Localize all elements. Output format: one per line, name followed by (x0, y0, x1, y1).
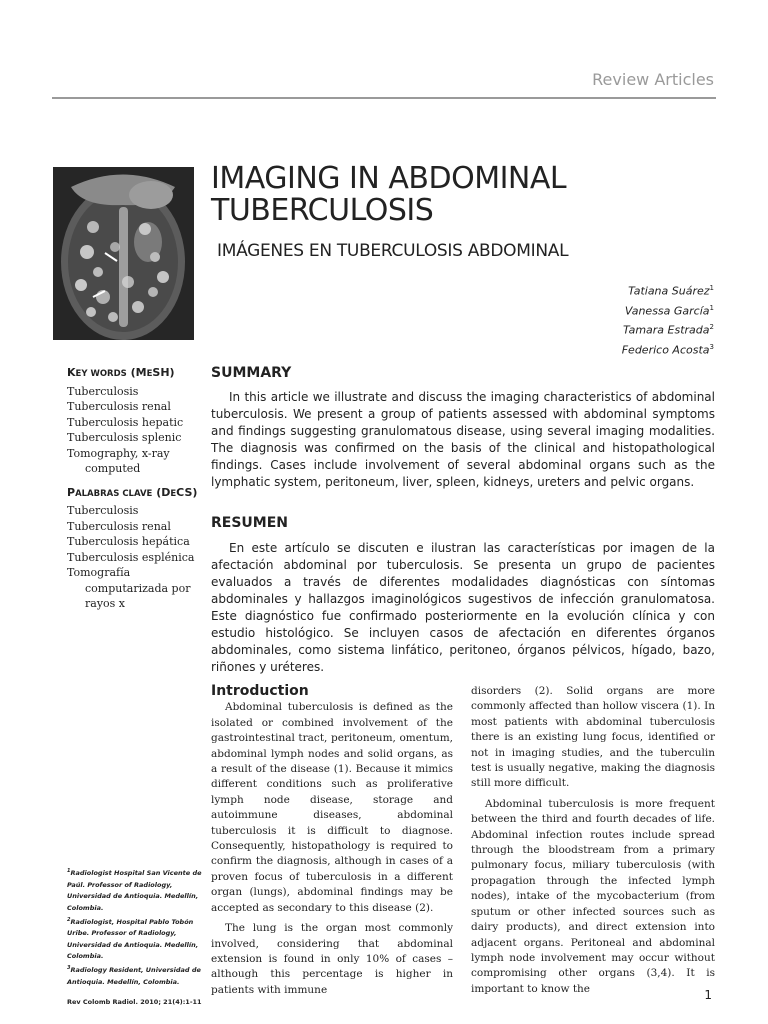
introduction-heading: Introduction (211, 683, 309, 699)
resumen-text (211, 540, 715, 676)
resumen-heading: RESUMEN (211, 515, 289, 531)
author-name: Vanessa García (624, 304, 710, 318)
author-name: Tamara Estrada (623, 323, 710, 337)
title-line-1: IMAGING IN ABDOMINAL (211, 161, 567, 196)
keyword-item: Tuberculosis hepatic (67, 415, 184, 429)
author-affiliation-mark: 2 (709, 323, 714, 332)
author (622, 280, 714, 300)
resumen-paragraph: En este artículo se discuten e ilustran las características por imagen de la afectación abdominal por tuberculosis. Se presenta un grupo de pacientes evaluados a través de diferentes modalidades diagnósticas con síntomas abdominales y hallazgos imaginológicos sugestivos de infección granulomatosa. Este diagnóstico fue confirmado posteriormente en la evolución clínica y con estudio histológico. Se incluyen casos de afectación en diferentes órganos abdominales, como sistema linfático, peritoneo, órganos pélvicos, hígado, bazo, riñones y uréteres. (211, 541, 715, 674)
summary-heading: SUMMARY (211, 365, 292, 381)
author-affiliation-mark: 1 (709, 284, 714, 292)
author (622, 339, 714, 359)
keyword-item: Tuberculosis (67, 384, 139, 398)
author-name: Federico Acosta (621, 343, 710, 357)
author-affiliation-mark: 3 (709, 342, 714, 351)
summary-paragraph: In this article we illustrate and discuss the imaging characteristics of abdominal tuberculosis. We present a group of patients assessed with abdominal symptoms and findings suggesting granulomatous disease, using several imaging modalities. The diagnosis was confirmed on the basis of the clinical and histopathological findings. Cases include involvement of several abdominal organs such as the lymphatic system, peritoneum, liver, spleen, kidneys, ureters and pelvic organs. (211, 390, 715, 489)
intro-column-1 (211, 684, 453, 998)
ct-scan-illustration (53, 167, 194, 340)
intro-paragraph: disorders (2). Solid organs are more commonly affected than hollow viscera (1). In most patients with abdominal tuberculosis there is an existing lung focus, identified or not in imaging studies, and the tuberculin test is usually negative, making the diagnosis still more difficult. (471, 685, 715, 790)
page-number: 1 (704, 988, 712, 1002)
keyword-item: Tuberculosis hepática (67, 535, 190, 548)
footnote: $^2$Radiologist, Hospital Pablo Tobón Uribe. Professor of Radiology, Universidad de Antioquia. Medellín, Colombia. (67, 916, 199, 961)
keyword-item: Tomography, x-ray computed (67, 446, 170, 475)
keyword-item: Tuberculosis esplénica (67, 550, 195, 564)
article-subtitle: IMÁGENES EN TUBERCULOSIS ABDOMINAL (217, 241, 569, 261)
intro-paragraph: Abdominal tuberculosis is defined as the isolated or combined involvement of the gastrointestinal tract, peritoneum, omentum, abdominal lymph nodes and solid organs, as a result of the disease (1). Because it mimics different conditions such as proliferative lymph node disease, storage and autoimmune diseases, abdominal tuberculosis it is difficult to diagnose. Consequently, histopathology is required to confirm the diagnosis, although in cases of a proven focus of tuberculosis in a different organ (lungs), abdominal findings may be accepted as secondary to this disease (2). (211, 701, 453, 914)
title-line-2: TUBERCULOSIS (211, 193, 434, 228)
palabras-clave-heading: PALABRAS CLAVE (DECS) (67, 485, 198, 499)
intro-paragraph: The lung is the organ most commonly involved, considering that abdominal extension is found in only 10% of cases – although this percentage is higher in patients with immune (211, 922, 453, 996)
article-title (211, 163, 681, 227)
keywords-sidebar (67, 365, 207, 612)
journal-citation: Rev Colomb Radiol. 2010; 21(4):1-11 (67, 998, 202, 1006)
author-list (622, 280, 714, 359)
section-label: Review Articles (592, 70, 714, 89)
ct-scan-image (53, 167, 194, 340)
author-name: Tatiana Suárez (628, 284, 710, 298)
header-divider (52, 97, 716, 99)
keyword-item: Tuberculosis (67, 504, 139, 517)
keyword-item: Tuberculosis splenic (67, 431, 182, 444)
keywords-heading: KEY WORDS (MESH) (67, 366, 175, 379)
author (622, 319, 714, 339)
intro-paragraph: Abdominal tuberculosis is more frequent between the third and fourth decades of life. Abdominal infection routes include spread through the bloodstream from a primary pulmonary focus, miliary tuberculosis (with propagation through the infected lymph nodes), intake of the mycobacterium (from sputum or other infected sources such as dairy products), and direct extension into adjacent organs. Peritoneal and abdominal lymph node involvement may occur without compromising other organs (3,4). It is important to know the (471, 797, 715, 995)
author (622, 300, 714, 320)
footnote: $^1$Radiologist Hospital San Vicente de Paúl. Professor of Radiology, Universidad de Antioquia. Medellín, Colombia. (67, 868, 202, 912)
affiliation-footnotes (67, 866, 207, 988)
author-affiliation-mark: 1 (709, 303, 714, 312)
footnote: $^3$Radiology Resident, Universidad de Antioquia. Medellín, Colombia. (67, 965, 201, 986)
summary-text (211, 389, 715, 491)
keyword-item: Tuberculosis renal (67, 400, 171, 413)
intro-column-2 (471, 684, 715, 997)
keyword-item: Tuberculosis renal (67, 519, 171, 533)
keyword-item: Tomografía computarizada por rayos x (67, 566, 191, 610)
